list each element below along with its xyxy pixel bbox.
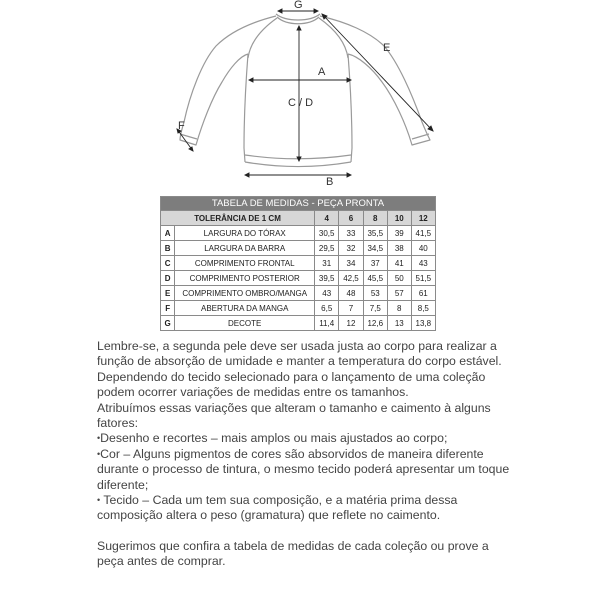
label-cd: C / D (288, 97, 314, 109)
row-value: 29,5 (315, 241, 339, 256)
note-paragraph: Sugerimos que confira a tabela de medidas de cada coleção ou prove a peça antes de comprar. (97, 538, 489, 569)
table-title: TABELA DE MEDIDAS - PEÇA PRONTA (161, 197, 436, 211)
right-sleeve-outline (320, 16, 430, 145)
row-value: 57 (387, 286, 411, 301)
bullet-text: Tecido – Cada um tem sua composição, e a matéria prima dessa composição altera o peso (gramatura) que reflete no caimento. (97, 493, 458, 523)
row-value: 30,5 (315, 226, 339, 241)
bullet-text: Desenho e recortes – mais amplos ou mais ajustados ao corpo; (100, 431, 448, 446)
bullet-text: Cor – Alguns pigmentos de cores são absorvidos de maneira diferente durante o processo de tintura, o mesmo tecido poderá apresentar um toque diferente; (97, 446, 510, 492)
row-value: 51,5 (411, 271, 435, 286)
label-f: F (178, 120, 185, 132)
row-value: 41,5 (411, 226, 435, 241)
bullet-icon: • (97, 495, 101, 506)
table-header-row (161, 211, 436, 226)
size-header: 4 (315, 211, 339, 226)
table-row (161, 256, 436, 271)
notes-section (97, 339, 517, 570)
table-row (161, 241, 436, 256)
row-value: 11,4 (315, 316, 339, 331)
row-value: 12 (339, 316, 363, 331)
row-value: 35,5 (363, 226, 387, 241)
left-sleeve-outline (180, 16, 276, 145)
row-value: 40 (411, 241, 435, 256)
label-e: E (383, 42, 391, 54)
note-paragraph: Lembre-se, a segunda pele deve ser usada justa ao corpo para realizar a função de absorção de umidade e manter a temperatura do corpo estável. (97, 339, 502, 369)
row-value: 43 (411, 256, 435, 271)
row-value: 38 (387, 241, 411, 256)
garment-diagram (150, 0, 450, 192)
table-row (161, 226, 436, 241)
note-bullet (97, 493, 517, 524)
size-header: 10 (387, 211, 411, 226)
row-value: 48 (339, 286, 363, 301)
size-table (160, 196, 436, 331)
row-letter: G (161, 316, 175, 331)
row-value: 13 (387, 316, 411, 331)
label-g: G (294, 0, 303, 11)
row-measure-label: LARGURA DO TÓRAX (175, 226, 315, 241)
row-measure-label: DECOTE (175, 316, 315, 331)
note-paragraph: Dependendo do tecido selecionado para o lançamento de uma coleção podem ocorrer variações de medidas entre os tamanhos. (97, 369, 486, 400)
table-row (161, 301, 436, 316)
row-value: 45,5 (363, 271, 387, 286)
row-measure-label: COMPRIMENTO POSTERIOR (175, 271, 315, 286)
size-header: 8 (363, 211, 387, 226)
bullet-icon: • (97, 448, 101, 459)
right-cuff-outline (412, 134, 429, 139)
row-measure-label: COMPRIMENTO FRONTAL (175, 256, 315, 271)
row-value: 42,5 (339, 271, 363, 286)
table-row (161, 286, 436, 301)
row-measure-label: LARGURA DA BARRA (175, 241, 315, 256)
label-b: B (326, 176, 334, 188)
table-row (161, 271, 436, 286)
row-value: 12,6 (363, 316, 387, 331)
table-row (161, 316, 436, 331)
row-value: 43 (315, 286, 339, 301)
row-value: 8 (387, 301, 411, 316)
row-letter: C (161, 256, 175, 271)
bullet-icon: • (97, 433, 101, 444)
row-value: 13,8 (411, 316, 435, 331)
row-letter: F (161, 301, 175, 316)
tolerance-header: TOLERÂNCIA DE 1 CM (161, 211, 315, 226)
row-measure-label: ABERTURA DA MANGA (175, 301, 315, 316)
row-value: 39,5 (315, 271, 339, 286)
row-value: 7,5 (363, 301, 387, 316)
size-header: 12 (411, 211, 435, 226)
row-value: 33 (339, 226, 363, 241)
row-value: 53 (363, 286, 387, 301)
table-title-row (161, 197, 436, 211)
note-paragraph: Atribuímos essas variações que alteram o tamanho e caimento à alguns fatores: (97, 400, 491, 431)
row-value: 8,5 (411, 301, 435, 316)
row-value: 50 (387, 271, 411, 286)
row-value: 31 (315, 256, 339, 271)
row-value: 32 (339, 241, 363, 256)
row-letter: E (161, 286, 175, 301)
row-letter: D (161, 271, 175, 286)
row-value: 41 (387, 256, 411, 271)
row-value: 34 (339, 256, 363, 271)
note-bullet (97, 431, 517, 446)
row-value: 39 (387, 226, 411, 241)
row-value: 6,5 (315, 301, 339, 316)
size-header: 6 (339, 211, 363, 226)
note-bullet (97, 447, 517, 493)
raglan-seam-right (319, 18, 348, 58)
label-a: A (318, 66, 326, 78)
collar-outline (276, 14, 320, 24)
row-value: 37 (363, 256, 387, 271)
row-letter: B (161, 241, 175, 256)
row-value: 61 (411, 286, 435, 301)
row-letter: A (161, 226, 175, 241)
row-value: 34,5 (363, 241, 387, 256)
row-value: 7 (339, 301, 363, 316)
row-measure-label: COMPRIMENTO OMBRO/MANGA (175, 286, 315, 301)
